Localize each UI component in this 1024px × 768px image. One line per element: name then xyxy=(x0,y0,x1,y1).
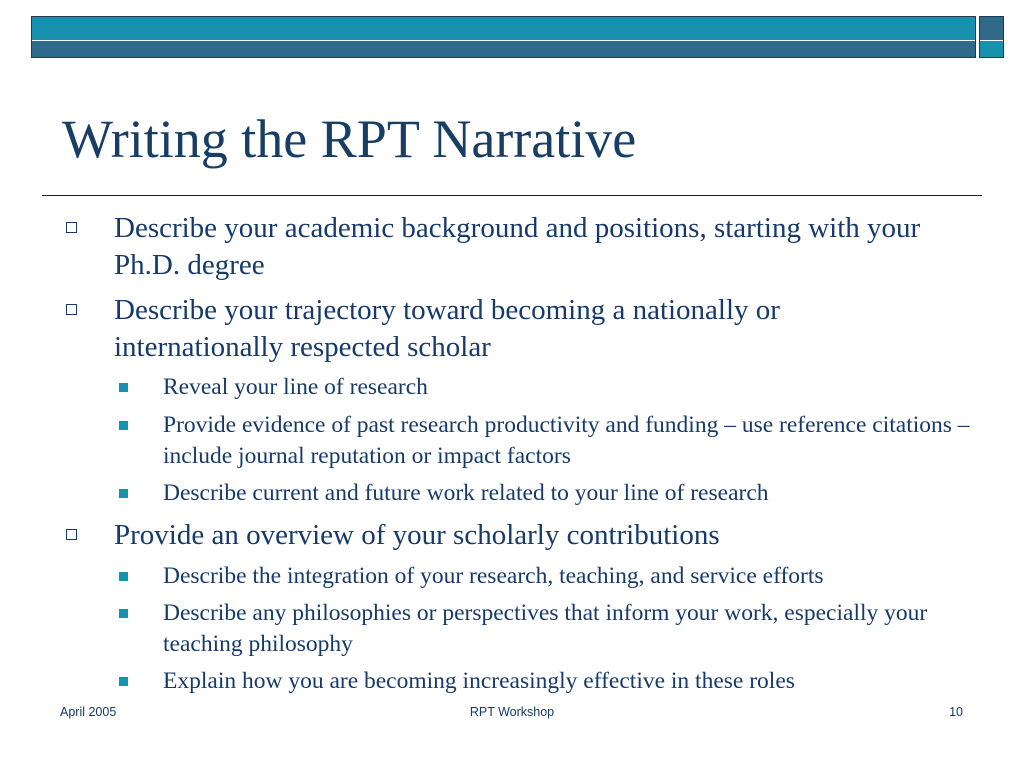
header-stripe-blue xyxy=(32,41,975,57)
slide-title: Writing the RPT Narrative xyxy=(62,109,637,169)
hollow-square-bullet-icon xyxy=(66,529,77,540)
sub-bullet-item xyxy=(163,478,983,509)
sub-bullet-text: Describe current and future work related to your line of research xyxy=(163,480,769,506)
filled-square-bullet-icon xyxy=(119,489,128,498)
bullet-text: Describe your trajectory toward becoming a nationally or internationally respected scholar xyxy=(114,294,780,363)
header-band xyxy=(31,16,976,58)
sub-bullet-text: Provide evidence of past research productivity and funding – use reference citations – include journal reputation or impact factors xyxy=(163,412,970,469)
header-corner-box xyxy=(979,16,1004,58)
sub-bullet-item xyxy=(163,372,983,403)
footer-date: April 2005 xyxy=(60,705,117,719)
sub-bullet-item xyxy=(163,410,983,472)
bullet-text: Describe your academic background and positions, starting with your Ph.D. degree xyxy=(114,212,921,281)
corner-square-blue xyxy=(980,17,1003,40)
sub-bullet-item xyxy=(163,561,983,592)
hollow-square-bullet-icon xyxy=(66,222,77,233)
bullet-item xyxy=(114,210,944,284)
bullet-item xyxy=(114,292,944,366)
sub-bullet-text: Explain how you are becoming increasingly effective in these roles xyxy=(163,668,795,694)
sub-bullet-text: Reveal your line of research xyxy=(163,374,428,400)
filled-square-bullet-icon xyxy=(119,609,128,618)
sub-bullet-text: Describe the integration of your research, teaching, and service efforts xyxy=(163,563,824,589)
footer-event: RPT Workshop xyxy=(469,705,555,719)
corner-square-teal xyxy=(980,41,1003,57)
bullet-item xyxy=(114,517,944,554)
filled-square-bullet-icon xyxy=(119,572,128,581)
bullet-text: Provide an overview of your scholarly contributions xyxy=(114,519,720,551)
footer-page-number: 10 xyxy=(949,705,963,719)
sub-bullet-item xyxy=(163,598,983,660)
filled-square-bullet-icon xyxy=(119,421,128,430)
filled-square-bullet-icon xyxy=(119,677,128,686)
filled-square-bullet-icon xyxy=(119,383,128,392)
sub-bullet-item xyxy=(163,666,983,697)
sub-bullet-text: Describe any philosophies or perspectives that inform your work, especially your teaching philosophy xyxy=(163,600,928,657)
hollow-square-bullet-icon xyxy=(66,304,77,315)
header-stripe-teal xyxy=(32,17,975,40)
title-underline xyxy=(42,195,982,196)
